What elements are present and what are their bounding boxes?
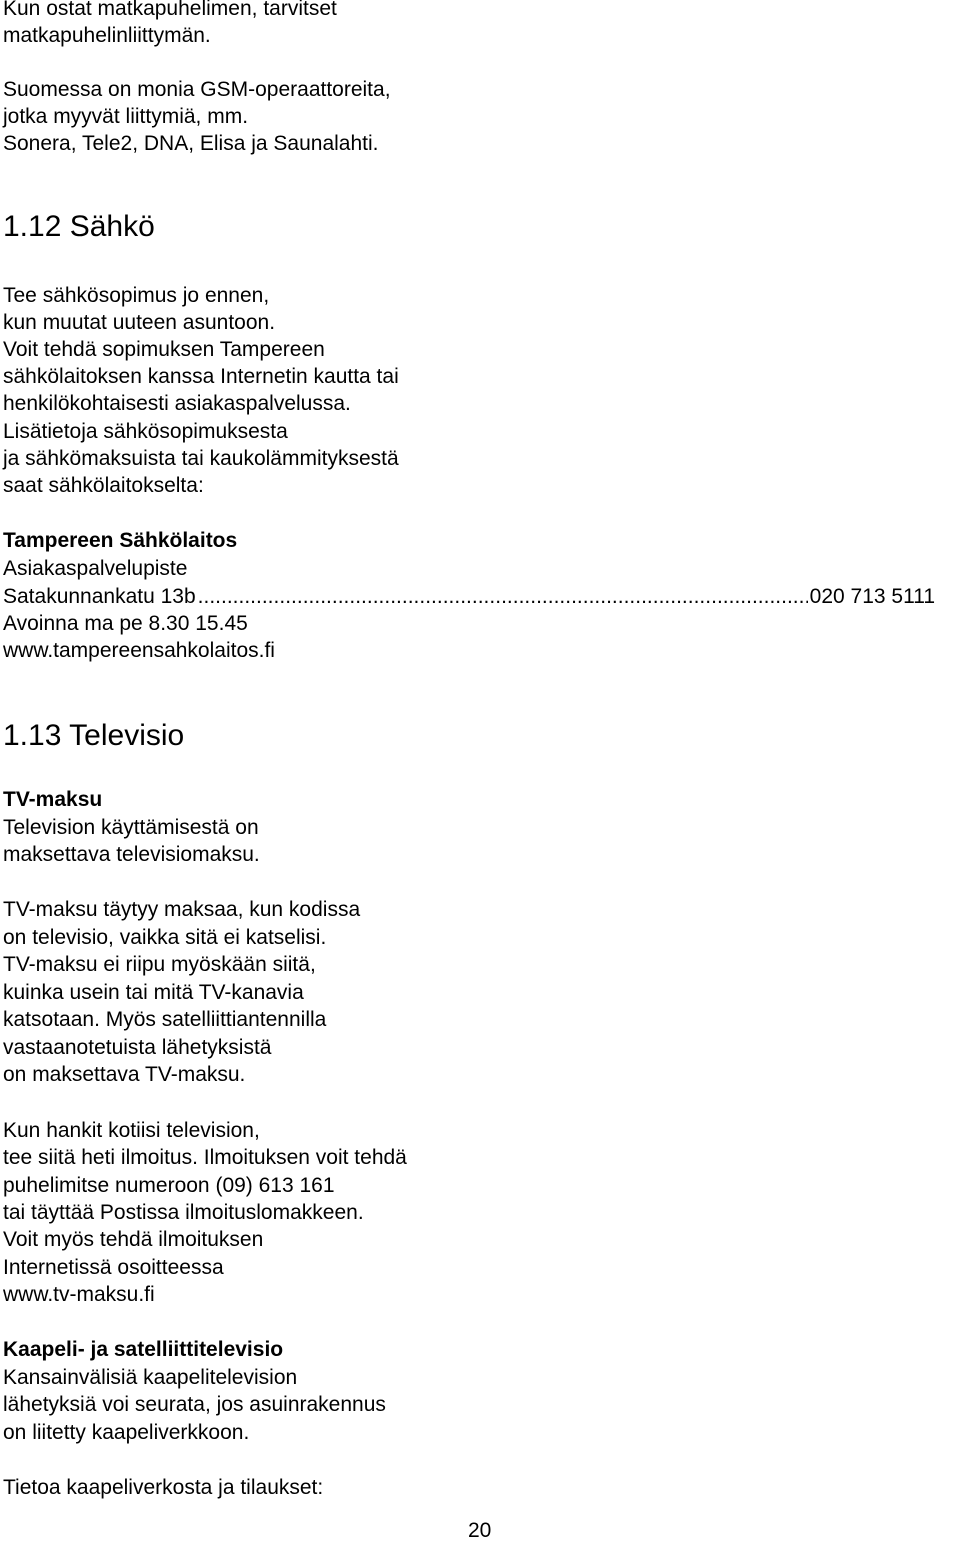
tv-fee-text-line: katsotaan. Myös satelliittiantennilla [3, 1008, 327, 1031]
tv-fee-text-line: maksettava televisiomaksu. [3, 843, 260, 866]
contact-website[interactable]: www.tampereensahkolaitos.fi [3, 639, 275, 662]
electricity-text-line: Tee sähkösopimus jo ennen, [3, 284, 270, 307]
page-number: 20 [468, 1519, 492, 1542]
section-heading-electricity: 1.12 Sähkö [3, 210, 155, 243]
cable-title: Kaapeli- ja satelliittitelevisio [3, 1338, 284, 1361]
gsm-text-line: Sonera, Tele2, DNA, Elisa ja Saunalahti. [3, 132, 379, 155]
tv-fee-text-line: kuinka usein tai mitä TV-kanavia [3, 981, 304, 1004]
gsm-text-line: Suomessa on monia GSM-operaattoreita, [3, 78, 391, 101]
electricity-text-line: Voit tehdä sopimuksen Tampereen [3, 338, 325, 361]
tv-fee-text-line: Internetissä osoitteessa [3, 1256, 224, 1279]
contact-address-phone-row [3, 584, 935, 610]
electricity-text-line: ja sähkömaksuista tai kaukolämmityksestä [3, 447, 399, 470]
contact-address: Satakunnankatu 13b [3, 585, 196, 608]
electricity-text-line: henkilökohtaisesti asiakaspalvelussa. [3, 392, 351, 415]
tv-fee-text-line: Television käyttämisestä on [3, 816, 259, 839]
tv-fee-text-line: on maksettava TV-maksu. [3, 1063, 246, 1086]
gsm-text-line: matkapuhelinliittymän. [3, 24, 211, 47]
dot-leader [198, 584, 808, 610]
cable-text-line: lähetyksiä voi seurata, jos asuinrakennus [3, 1393, 386, 1416]
tv-fee-title: TV-maksu [3, 788, 103, 811]
gsm-text-line: jotka myyvät liittymiä, mm. [3, 105, 249, 128]
tv-fee-text-line: Kun hankit kotiisi television, [3, 1119, 260, 1142]
tv-fee-website[interactable]: www.tv-maksu.fi [3, 1283, 155, 1306]
contact-office: Asiakaspalvelupiste [3, 557, 188, 580]
contact-phone: 020 713 5111 [809, 585, 935, 608]
tv-fee-text-line: tai täyttää Postissa ilmoituslomakkeen. [3, 1201, 364, 1224]
electricity-text-line: kun muutat uuteen asuntoon. [3, 311, 276, 334]
contact-hours: Avoinna ma pe 8.30 15.45 [3, 612, 248, 635]
tv-fee-text-line: vastaanotetuista lähetyksistä [3, 1036, 272, 1059]
electricity-text-line: sähkölaitoksen kanssa Internetin kautta tai [3, 365, 399, 388]
tv-fee-text-line: TV-maksu ei riipu myöskään siitä, [3, 953, 316, 976]
tv-fee-text-line: on televisio, vaikka sitä ei katselisi. [3, 926, 327, 949]
cable-text-line: Kansainvälisiä kaapelitelevision [3, 1366, 298, 1389]
electricity-text-line: Lisätietoja sähkösopimuksesta [3, 420, 288, 443]
tv-fee-text-line: TV-maksu täytyy maksaa, kun kodissa [3, 898, 361, 921]
contact-name: Tampereen Sähkölaitos [3, 529, 238, 552]
tv-fee-text-line: Voit myös tehdä ilmoituksen [3, 1228, 264, 1251]
electricity-text-line: saat sähkölaitokselta: [3, 474, 204, 497]
tv-fee-text-line: puhelimitse numeroon (09) 613 161 [3, 1174, 335, 1197]
tv-fee-text-line: tee siitä heti ilmoitus. Ilmoituksen voit tehdä [3, 1146, 407, 1169]
cable-info-line: Tietoa kaapeliverkosta ja tilaukset: [3, 1476, 324, 1499]
cable-text-line: on liitetty kaapeliverkkoon. [3, 1421, 250, 1444]
section-heading-television: 1.13 Televisio [3, 719, 185, 752]
gsm-text-line: Kun ostat matkapuhelimen, tarvitset [3, 0, 337, 20]
